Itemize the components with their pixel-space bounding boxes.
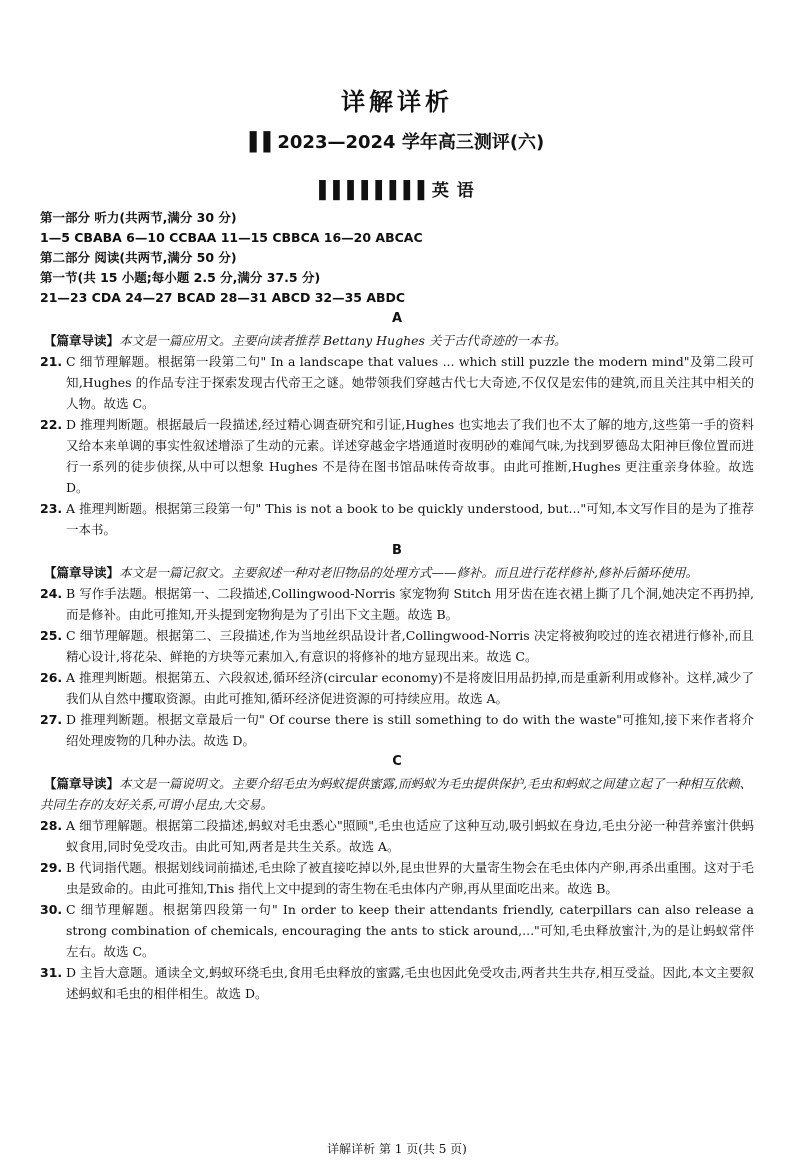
question-number: 21.	[40, 354, 63, 369]
question-item	[40, 667, 754, 709]
question-item	[40, 815, 754, 857]
part2-answers: 21—23 CDA 24—27 BCAD 28—31 ABCD 32—35 ABDC	[40, 290, 406, 305]
question-number: 25.	[40, 628, 63, 643]
page-title: 详解详析	[341, 88, 453, 116]
question-item	[40, 899, 754, 962]
part2-heading: 第二部分 阅读(共两节,满分 50 分)	[40, 250, 237, 265]
question-number: 22.	[40, 417, 63, 432]
question-number: 27.	[40, 712, 63, 727]
question-explanation: C 细节理解题。根据第一段第二句" In a landscape that values ... which still puzzle the modern mind"及第二段可知,Hughes 的作品专注于探索发现古代帝王之谜。她带领我们穿越古代七大奇迹,不仅仅是宏伟的建筑,而且关注其中相关的人物。故选 C。	[66, 354, 754, 411]
page-footer: 详解详析 第 1 页(共 5 页)	[327, 1142, 467, 1156]
question-number: 23.	[40, 501, 63, 516]
guide-text: 本文是一篇记叙文。主要叙述一种对老旧物品的处理方式——修补。而且进行花样修补,修补后循环使用。	[119, 565, 698, 580]
question-explanation: D 推理判断题。根据最后一段描述,经过精心调查研究和引证,Hughes 也实地去了我们也不太了解的地方,这些第一手的资料又给本来单调的事实性叙述增添了生动的元素。详述穿越金字塔通道时夜明砂的难闻气味,为找到罗德岛太阳神巨像位置而进行一系列的徒步侦探,从中可以想象 Hughes 不是待在图书馆品味传奇故事。由此可推断,Hughes 更注重亲身体验。故选 D。	[66, 417, 754, 495]
question-explanation: A 细节理解题。根据第二段描述,蚂蚁对毛虫悉心"照顾",毛虫也适应了这种互动,吸引蚂蚁在身边,毛虫分泌一种营养蜜汁供蚂蚁食用,同时免受攻击。由此可知,两者是共生关系。故选 A。	[66, 818, 754, 854]
question-item	[40, 625, 754, 667]
question-number: 28.	[40, 818, 63, 833]
question-explanation: D 主旨大意题。通读全文,蚂蚁环绕毛虫,食用毛虫释放的蜜露,毛虫也因此免受攻击,两者共生共存,相互受益。因此,本文主要叙述蚂蚁和毛虫的相伴相生。故选 D。	[66, 965, 754, 1001]
passage-guide-c	[40, 773, 754, 815]
question-explanation: A 推理判断题。根据第五、六段叙述,循环经济(circular economy)不是将废旧用品扔掉,而是重新利用或修补。这样,减少了我们从自然中攫取资源。由此可推知,循环经济促进资源的可持续应用。故选 A。	[66, 670, 754, 706]
question-number: 26.	[40, 670, 63, 685]
question-number: 31.	[40, 965, 63, 980]
part2-subheading: 第一节(共 15 小题;每小题 2.5 分,满分 37.5 分)	[40, 270, 321, 285]
question-item	[40, 962, 754, 1004]
question-item	[40, 583, 754, 625]
part1-answers: 1—5 CBABA 6—10 CCBAA 11—15 CBBCA 16—20 ABCAC	[40, 230, 423, 245]
question-explanation: C 细节理解题。根据第二、三段描述,作为当地丝织品设计者,Collingwood-Norris 决定将被狗咬过的连衣裙进行修补,而且精心设计,将花朵、鲜艳的方块等元素加入,有意识的将修补的地方显现出来。故选 C。	[66, 628, 754, 664]
guide-text: 本文是一篇说明文。主要介绍毛虫为蚂蚁提供蜜露,而蚂蚁为毛虫提供保护,毛虫和蚂蚁之间建立起了一种相互依赖、共同生存的友好关系,可谓小昆虫,大交易。	[40, 776, 752, 812]
guide-label: 【篇章导读】	[44, 776, 120, 791]
question-explanation: B 代词指代题。根据划线词前描述,毛虫除了被直接吃掉以外,昆虫世界的大量寄生物会在毛虫体内产卵,再杀出重围。这对于毛虫是致命的。由此可推知,This 指代上文中提到的寄生物在毛虫体内产卵,再从里面吃出来。故选 B。	[66, 860, 754, 896]
question-item	[40, 709, 754, 751]
question-item	[40, 414, 754, 498]
section-letter-a: A	[391, 311, 403, 326]
question-explanation: C 细节理解题。根据第四段第一句" In order to keep their attendants friendly, caterpillars can also release a strong combination of chemicals, encouraging the ants to stick around,..."可知,毛虫释放蜜汁,为的是让蚂蚁常伴左右。故选 C。	[66, 902, 754, 959]
section-letter-b: B	[392, 543, 402, 558]
passage-guide-a	[40, 330, 754, 351]
question-number: 29.	[40, 860, 63, 875]
answer-content	[40, 208, 754, 1004]
subject-heading: ▌▌▌▌▌▌▌▌英 语	[319, 181, 475, 201]
passage-guide-b	[40, 562, 754, 583]
part1-heading: 第一部分 听力(共两节,满分 30 分)	[40, 210, 237, 225]
question-number: 24.	[40, 586, 63, 601]
question-item	[40, 351, 754, 414]
question-explanation: B 写作手法题。根据第一、二段描述,Collingwood-Norris 家宠物狗 Stitch 用牙齿在连衣裙上撕了几个洞,她决定不再扔掉,而是修补。由此可推知,开头提到宠物狗是为了引出下文主题。故选 B。	[66, 586, 754, 622]
question-number: 30.	[40, 902, 63, 917]
guide-label: 【篇章导读】	[44, 565, 120, 580]
question-item	[40, 498, 754, 540]
guide-text: 本文是一篇应用文。主要向读者推荐 Bettany Hughes 关于古代奇迹的一本书。	[119, 333, 567, 348]
question-item	[40, 857, 754, 899]
exam-subtitle: ▌▌2023—2024 学年高三测评(六)	[249, 132, 545, 153]
question-explanation: D 推理判断题。根据文章最后一句" Of course there is still something to do with the waste"可推知,接下来作者将介绍处理废物的几种办法。故选 D。	[66, 712, 754, 748]
section-letter-c: C	[392, 754, 402, 769]
guide-label: 【篇章导读】	[44, 333, 120, 348]
question-explanation: A 推理判断题。根据第三段第一句" This is not a book to be quickly understood, but..."可知,本文写作目的是为了推荐一本书。	[66, 501, 754, 537]
